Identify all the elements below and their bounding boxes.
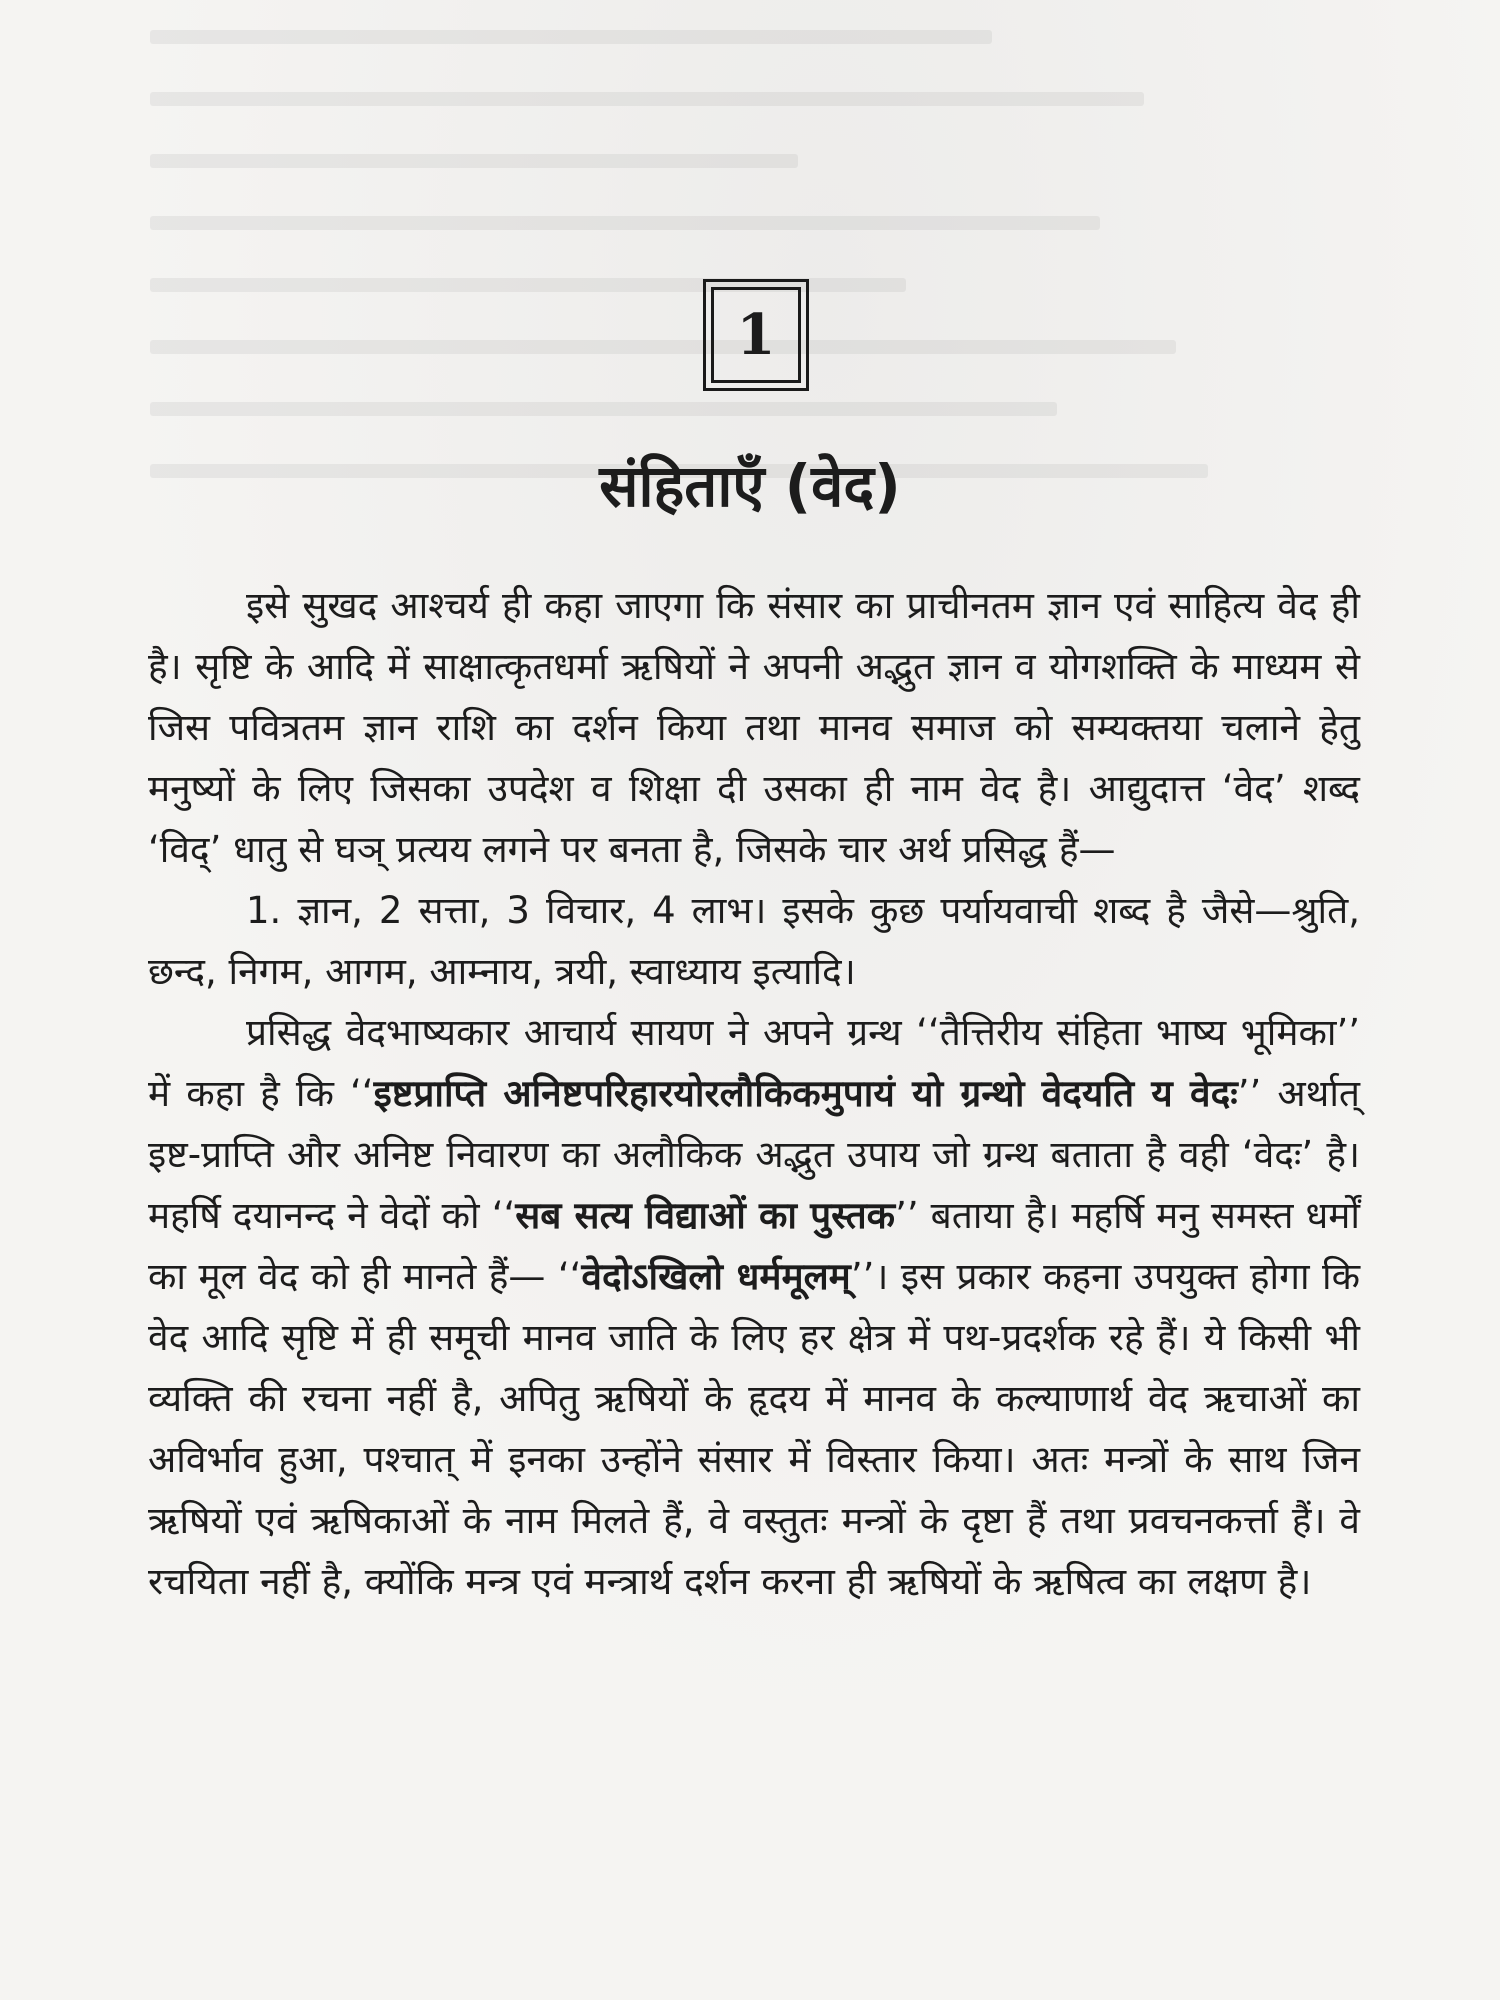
manu-quote: वेदोऽखिलो धर्ममूलम् bbox=[581, 1255, 851, 1298]
paragraph-3 bbox=[148, 1002, 1360, 1612]
dayanand-quote: सब सत्य विद्याओं का पुस्तक bbox=[515, 1194, 896, 1237]
paragraph-3-text: ’’। इस प्रकार कहना उपयुक्त होगा कि वेद आदि सृष्टि में ही समूची मानव जाति के लिए हर क्षेत्र में पथ-प्रदर्शक रहे हैं। ये किसी भी व्यक्ति की रचना नहीं है, अपितु ऋषियों के हृदय में मानव के कल्याणार्थ वेद ऋचाओं का अविर्भाव हुआ, पश्चात् में इनका उन्होंने संसार में विस्तार किया। अतः मन्त्रों के साथ जिन ऋषियों एवं ऋषिकाओं के नाम मिलते हैं, वे वस्तुतः मन्त्रों के दृष्टा हैं तथा प्रवचनकर्त्ता हैं। वे रचयिता नहीं है, क्योंकि मन्त्र एवं मन्त्रार्थ दर्शन करना ही ऋषियों के ऋषित्व का लक्षण है। bbox=[148, 1255, 1360, 1603]
chapter-body bbox=[148, 575, 1360, 1612]
chapter-title: संहिताएँ (वेद) bbox=[599, 452, 901, 520]
paragraph-2: 1. ज्ञान, 2 सत्ता, 3 विचार, 4 लाभ। इसके कुछ पर्यायवाची शब्द है जैसे—श्रुति, छन्द, निगम, आगम, आम्नाय, त्रयी, स्वाध्याय इत्यादि। bbox=[148, 889, 1360, 993]
paragraph-3-text: ’’ बताया है। महर्षि मनु समस्त धर्मों का मूल वेद को ही मानते हैं— ‘‘ bbox=[148, 1194, 1360, 1298]
sayana-quote: इष्टप्राप्ति अनिष्टपरिहारयोरलौकिकमुपायं यो ग्रन्थो वेदयति य वेदः bbox=[373, 1072, 1238, 1115]
chapter-number: 1 bbox=[711, 287, 801, 383]
paragraph-3-text: प्रसिद्ध वेदभाष्यकार आचार्य सायण ने अपने ग्रन्थ ‘‘तैत्तिरीय संहिता भाष्य भूमिका’’ में कहा है कि ‘‘ bbox=[148, 1011, 1360, 1115]
paragraph-1: इसे सुखद आश्चर्य ही कहा जाएगा कि संसार का प्राचीनतम ज्ञान एवं साहित्य वेद ही है। सृष्टि के आदि में साक्षात्कृतधर्मा ऋषियों ने अपनी अद्भुत ज्ञान व योगशक्ति के माध्यम से जिस पवित्रतम ज्ञान राशि का दर्शन किया तथा मानव समाज को सम्यक्तया चलाने हेतु मनुष्यों के लिए जिसका उपदेश व शिक्षा दी उसका ही नाम वेद है। आद्युदात्त ‘वेद’ शब्द ‘विद्’ धातु से घञ् प्रत्यय लगने पर बनता है, जिसके चार अर्थ प्रसिद्ध हैं— bbox=[148, 584, 1360, 871]
paragraph-3-text: ’’ अर्थात् इष्ट-प्राप्ति और अनिष्ट निवारण का अलौकिक अद्भुत उपाय जो ग्रन्थ बताता है वही ‘वेदः’ है। महर्षि दयानन्द ने वेदों को ‘‘ bbox=[148, 1072, 1360, 1237]
chapter-number-box bbox=[703, 279, 809, 391]
